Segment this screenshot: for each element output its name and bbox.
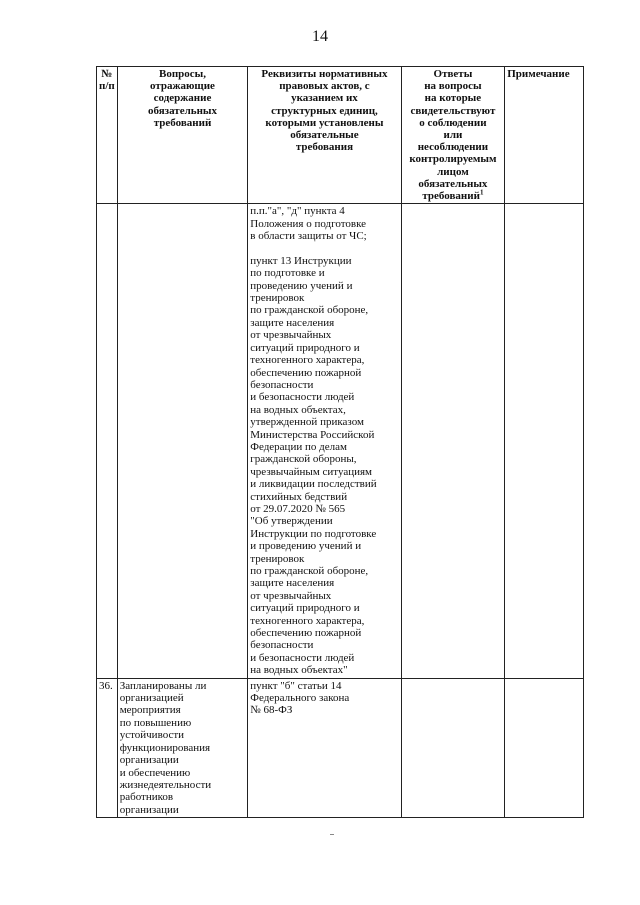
header-answers (401, 67, 505, 204)
table-row (97, 204, 584, 678)
row-requisites: п.п."а", "д" пункта 4 Положения о подготовке в области защиты от ЧС; пункт 13 Инструкции по подготовке и проведению учений и тренировок по гражданской обороне, защите населения от чрезвычайных ситуаций природного и техногенного характера, обеспечению пожарной безопасности и безопасности людей на водных объектах, утвержденной приказом Министерства Российской Федерации по делам гражданской обороны, чрезвычайным ситуациям и ликвидации последствий стихийных бедствий от 29.07.2020 № 565 "Об утверждении Инструкции по подготовке и проведению учений и тренировок по гражданской обороне, защите населения от чрезвычайных ситуаций природного и техногенного характера, обеспечению пожарной безопасности и безопасности людей на водных объектах" (248, 204, 401, 678)
header-note: Примечание (505, 67, 584, 204)
row-answer (401, 204, 505, 678)
row-note (505, 678, 584, 817)
row-question: Запланированы ли организацией мероприятия по повышению устойчивости функционирования организации и обеспечению жизнедеятельности работников организации (117, 678, 248, 817)
row-requisites: пункт "б" статьи 14 Федерального закона № 68-ФЗ (248, 678, 401, 817)
row-num (97, 204, 118, 678)
header-answers-text: Ответы на вопросы на которые свидетельствуют о соблюдении или несоблюдении контролируемым лицом обязательных требований (409, 68, 497, 203)
page-number: 14 (312, 28, 328, 45)
footnote-mark: 1 (479, 188, 484, 197)
table-row (97, 678, 584, 817)
row-question (117, 204, 248, 678)
header-num: № п/п (97, 67, 118, 204)
row-num: 36. (97, 678, 118, 817)
header-questions: Вопросы, отражающие содержание обязательных требований (117, 67, 248, 204)
row-note (505, 204, 584, 678)
header-requisites: Реквизиты нормативных правовых актов, с указанием их структурных единиц, которыми установлены обязательные требования (248, 67, 401, 204)
scan-mark (330, 834, 334, 835)
requirements-table (96, 66, 584, 818)
row-answer (401, 678, 505, 817)
table-header-row (97, 67, 584, 204)
